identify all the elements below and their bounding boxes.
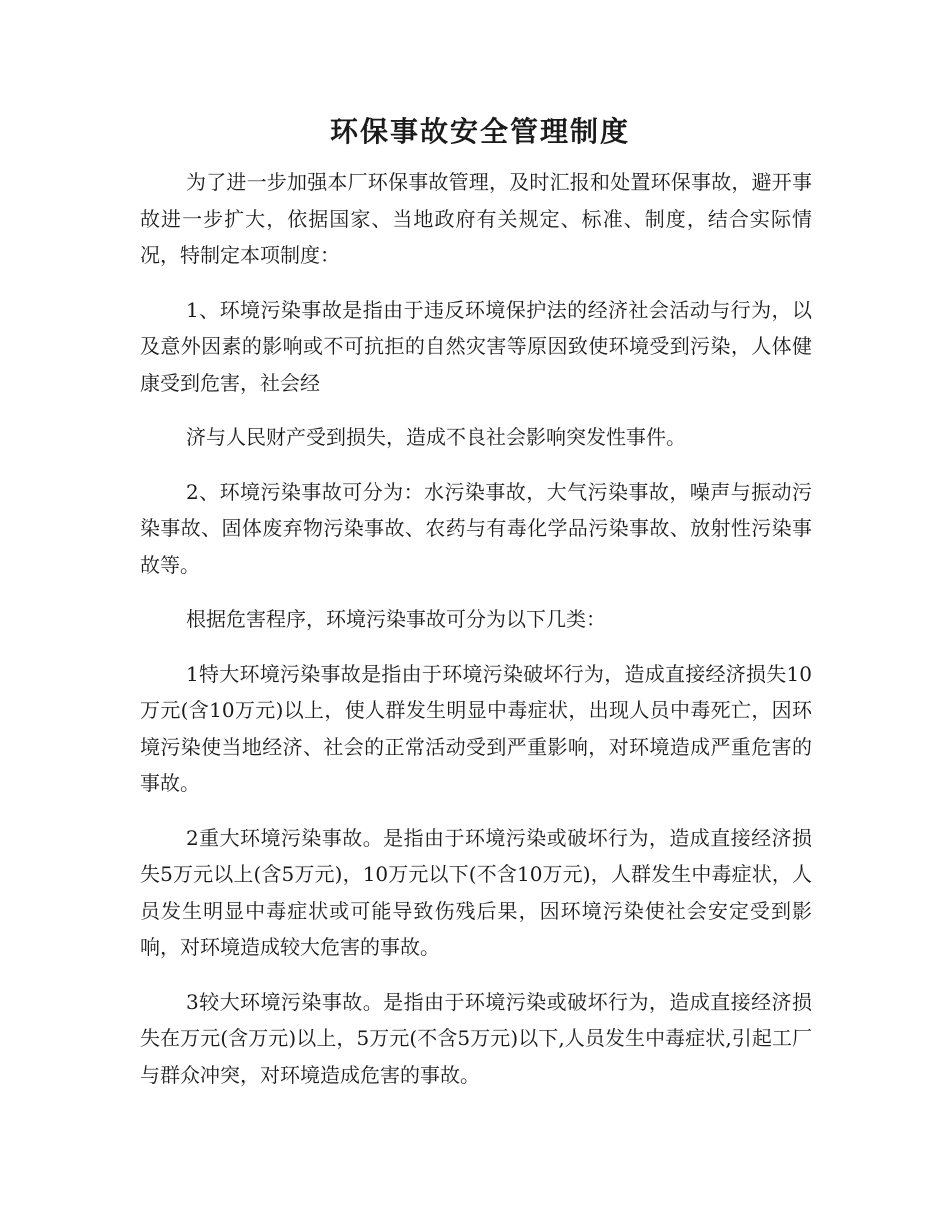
paragraph-definition: 1、环境污染事故是指由于违反环境保护法的经济社会活动与行为，以及意外因素的影响或不可抗拒的自然灾害等原因致使环境受到污染，人体健康受到危害，社会经 (140, 297, 812, 395)
paragraph-severity-heading: 根据危害程序，环境污染事故可分为以下几类： (186, 607, 606, 631)
paragraph-classification: 2、环境污染事故可分为：水污染事故，大气污染事故，噪声与振动污染事故、固体废弃物污染事故、农药与有毒化学品污染事故、放射性污染事故等。 (140, 479, 812, 577)
paragraph-definition-continued: 济与人民财产受到损失，造成不良社会影响突发性事件。 (186, 425, 686, 449)
document-page (140, 112, 812, 1111)
paragraph-severity-2: 2重大环境污染事故。是指由于环境污染或破坏行为，造成直接经济损失5万元以上(含5万元)，10万元以下(不含10万元)，人群发生中毒症状，人员发生明显中毒症状或可能导致伤残后果，因环境污染使社会安定受到影响，对环境造成较大危害的事故。 (140, 825, 812, 959)
paragraph-intro: 为了进一步加强本厂环保事故管理，及时汇报和处置环保事故，避开事故进一步扩大，依据国家、当地政府有关规定、标准、制度，结合实际情况，特制定本项制度： (140, 170, 812, 267)
paragraph-severity-3: 3较大环境污染事故。是指由于环境污染或破坏行为，造成直接经济损失在万元(含万元)以上，5万元(不含5万元)以下,人员发生中毒症状,引起工厂与群众冲突，对环境造成危害的事故。 (140, 989, 812, 1087)
document-title: 环保事故安全管理制度 (329, 115, 630, 148)
paragraph-severity-1: 1特大环境污染事故是指由于环境污染破坏行为，造成直接经济损失10万元(含10万元)以上，使人群发生明显中毒症状，出现人员中毒死亡，因环境污染使当地经济、社会的正常活动受到严重影响，对环境造成严重危害的事故。 (140, 661, 812, 795)
